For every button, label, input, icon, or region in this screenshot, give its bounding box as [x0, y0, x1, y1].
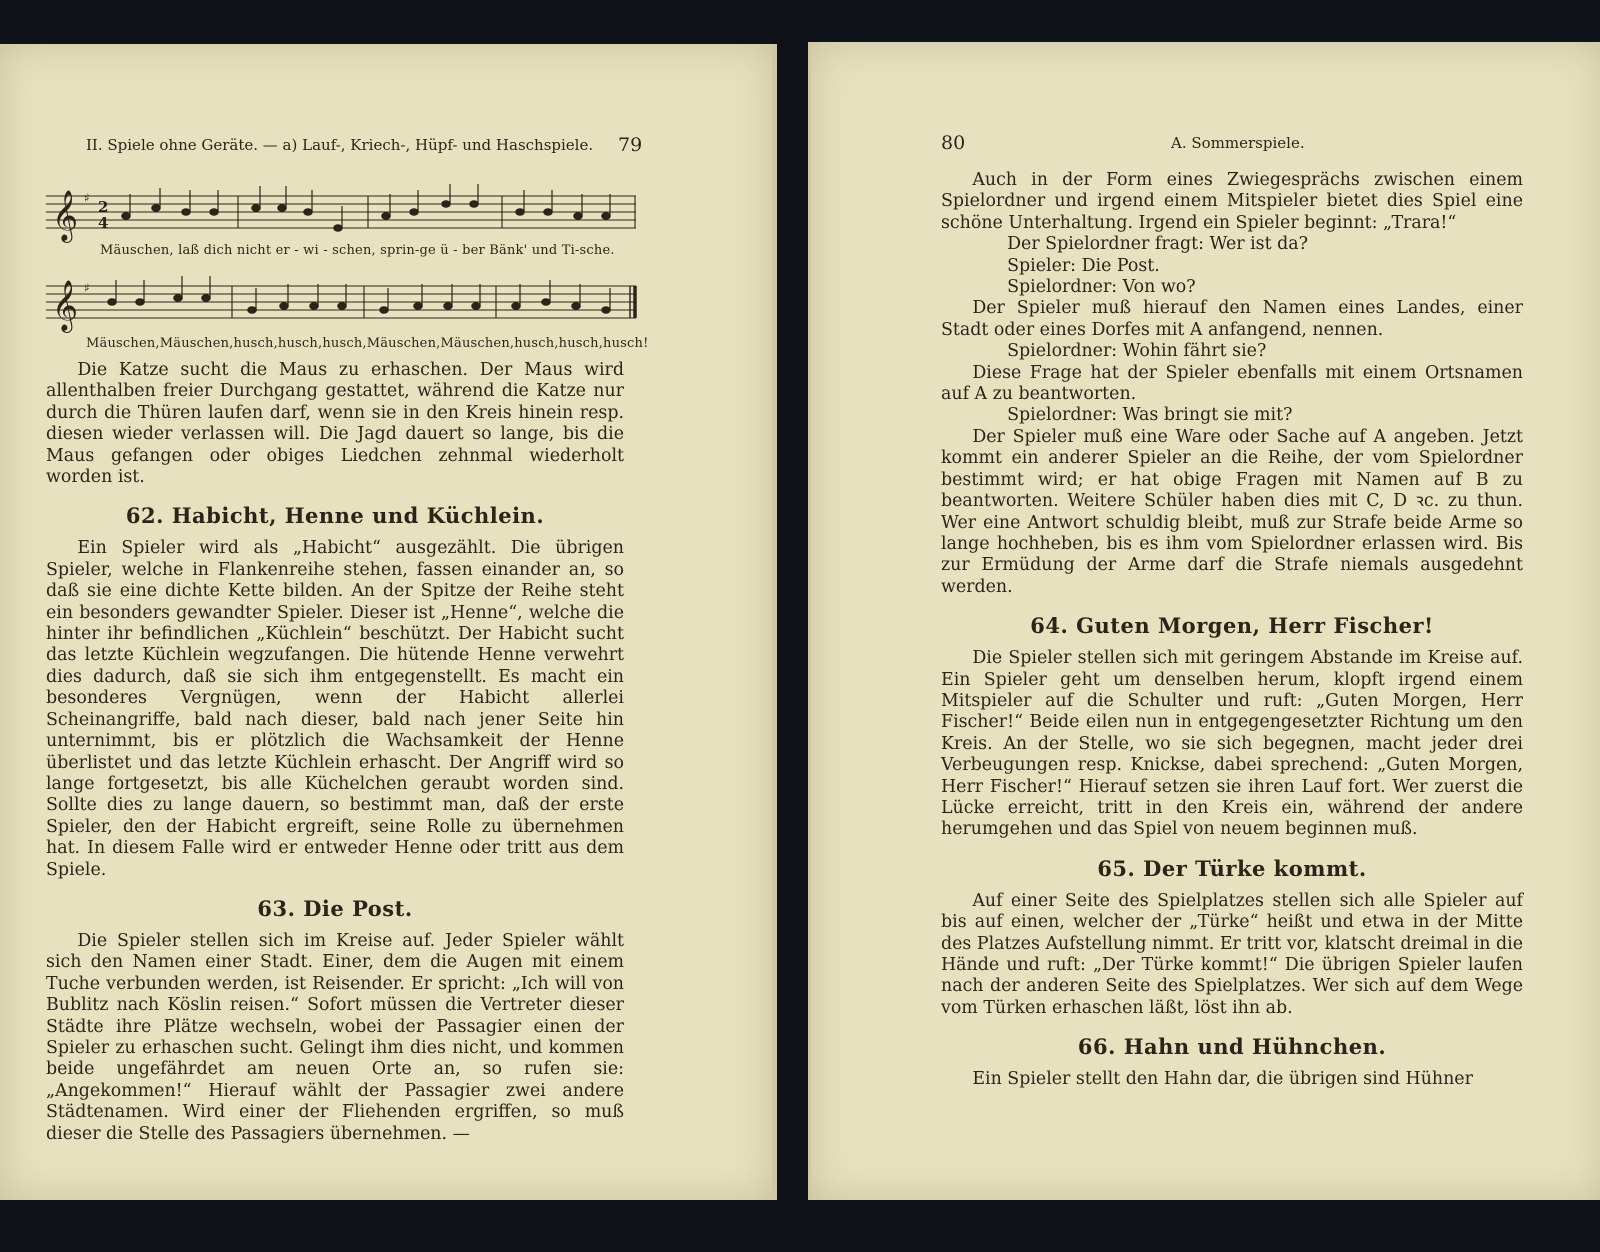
lyrics-line-2: Mäuschen,Mäuschen,husch,husch,husch,Mäuschen,Mäuschen,husch,husch,husch! — [86, 336, 649, 351]
section-66-text: Ein Spieler stellt den Hahn dar, die übrigen sind Hühner — [972, 1069, 1473, 1090]
dialog-line: Der Spielordner fragt: Wer ist da? — [1007, 234, 1308, 255]
lyrics-line-1: Mäuschen, laß dich nicht er - wi - schen, sprin-ge ü - ber Bänk' und Ti-sche. — [100, 243, 615, 258]
music-staff-2 — [46, 266, 640, 338]
left-page-body — [46, 360, 624, 1145]
dialog-line: Spielordner: Von wo? — [1007, 277, 1196, 298]
running-header-left: II. Spiele ohne Geräte. — a) Lauf-, Kriech-, Hüpf- und Haschspiele. — [86, 136, 594, 154]
section-65-title: 65. Der Türke kommt. — [1097, 855, 1367, 881]
right-book-page — [808, 42, 1600, 1200]
left-book-page — [0, 44, 777, 1200]
svg-text:♯: ♯ — [84, 191, 90, 205]
section-65-text: Auf einer Seite des Spielplatzes stellen sich alle Spieler auf bis auf einen, welcher der „Türke“ heißt und etwa in der Mitte des Platzes Aufstellung nimmt. Er tritt vor, klatscht dreimal in die Hände und ruft: „Der Türke kommt!“ Die übrigen Spieler laufen nach der anderen Seite des Spielplatzes. Wer sich auf dem Wege vom Türken erhaschen läßt, löst ihn ab. — [941, 890, 1523, 1018]
svg-text:𝄞: 𝄞 — [52, 280, 79, 331]
running-header-right: A. Sommerspiele. — [1171, 134, 1305, 152]
intro-paragraph: Die Katze sucht die Maus zu erhaschen. Der Maus wird allenthalben freier Durchgang gestattet, während die Katze nur durch die Thüren laufen darf, wenn sie in den Kreis hinein resp. diesen wieder verlassen will. Die Jagd dauert so lange, bis die Maus gefangen oder obiges Liedchen zehnmal wiederholt worden ist. — [46, 360, 624, 488]
section-63-text: Die Spieler stellen sich im Kreise auf. Jeder Spieler wählt sich den Namen einer Stadt. Einer, dem die Augen mit einem Tuche verbunden werden, ist Reisender. Er spricht: „Ich will von Bublitz nach Köslin reisen.“ Sofort müssen die Vertreter dieser Städte ihre Plätze wechseln, wobei der Passagier einen der Spieler zu erhaschen sucht. Gelingt ihm dies nicht, und kommen beide ungefährdet am neuen Orte an, so rufen sie: „Angekommen!“ Hierauf wählt der Passagier zwei andere Städtenamen. Wird einer der Fliehenden ergriffen, so muß dieser die Stelle des Passagiers übernehmen. — — [46, 930, 624, 1144]
right-page-body — [941, 170, 1523, 1091]
music-notation-2 — [46, 266, 640, 334]
continuation-paragraph: Der Spieler muß eine Ware oder Sache auf A angeben. Jetzt kommt ein anderer Spieler an die Reihe, der vom Spielordner bestimmt wird; er hat obige Fragen mit Namen auf B zu beantworten. Weitere Schüler haben dies mit C, D ꝛc. zu thun. Wer eine Antwort schuldig bleibt, muß zur Strafe beide Arme so lange hochheben, bis es ihm vom Spielordner erlassen wird. Bis zur Ermüdung der Arme darf die Strafe niemals ausgedehnt werden. — [941, 426, 1523, 597]
dialog-line: Spielordner: Was bringt sie mit? — [1007, 405, 1293, 426]
dialog-line: Spielordner: Wohin fährt sie? — [1007, 341, 1267, 362]
section-63-title: 63. Die Post. — [257, 895, 413, 921]
page-number-right: 80 — [941, 132, 966, 154]
dialog-line: Spieler: Die Post. — [1007, 255, 1160, 276]
svg-text:♯: ♯ — [84, 281, 90, 295]
svg-text:2: 2 — [98, 198, 109, 216]
continuation-paragraph: Der Spieler muß hierauf den Namen eines Landes, einer Stadt oder eines Dorfes mit A anfangend, nennen. — [941, 298, 1523, 340]
svg-text:𝄞: 𝄞 — [52, 190, 79, 241]
section-62-title: 62. Habicht, Henne und Küchlein. — [125, 503, 545, 529]
continuation-paragraph: Diese Frage hat der Spieler ebenfalls mit einem Ortsnamen auf A zu beantworten. — [941, 362, 1523, 405]
music-notation-1 — [46, 176, 640, 244]
section-64-title: 64. Guten Morgen, Herr Fischer! — [1030, 613, 1434, 639]
section-66-title: 66. Hahn und Hühnchen. — [1077, 1034, 1387, 1060]
svg-text:4: 4 — [98, 214, 109, 232]
continuation-paragraph: Auch in der Form eines Zwiegesprächs zwischen einem Spielordner und irgend einem Mitspieler bietet dies Spiel eine schöne Unterhaltung. Irgend ein Spieler beginnt: „Trara!“ — [941, 170, 1523, 233]
page-number-left: 79 — [618, 134, 643, 156]
section-64-text: Die Spieler stellen sich mit geringem Abstande im Kreise auf. Ein Spieler geht um denselben herum, klopft irgend einem Mitspieler auf die Schulter und ruft: „Guten Morgen, Herr Fischer!“ Beide eilen nun in entgegengesetzter Richtung um den Kreis. An der Stelle, wo sie sich begegnen, macht jeder drei Verbeugungen resp. Knickse, dabei sprechend: „Guten Morgen, Herr Fischer!“ Hierauf setzen sie ihren Lauf fort. Wer zuerst die Lücke erreicht, tritt in den Kreis ein, während der andere herumgehen und das Spiel von neuem beginnen muß. — [941, 648, 1523, 840]
section-62-text: Ein Spieler wird als „Habicht“ ausgezählt. Die übrigen Spieler, welche in Flankenreihe stehen, fassen einander an, so daß sie eine dichte Kette bilden. An der Spitze der Reihe steht ein besonders gewandter Spieler. Dieser ist „Henne“, welche die hinter ihr befindlichen „Küchlein“ beschützt. Der Habicht sucht das letzte Küchlein wegzufangen. Die hütende Henne verwehrt dies dadurch, daß sie sich ihm entgegenstellt. Es macht ein besonderes Vergnügen, wenn der Habicht allerlei Scheinangriffe, bald nach dieser, bald nach jener Seite hin unternimmt, bis er plötzlich die Wachsamkeit der Henne überlistet und das letzte Küchlein erhascht. Der Angriff wird so lange fortgesetzt, bis alle Küchelchen geraubt worden sind. Sollte dies zu lange dauern, so bestimmt man, daß der erste Spieler, den der Habicht ergreift, seine Rolle zu übernehmen hat. In diesem Falle wird er entweder Henne oder tritt aus dem Spiele. — [46, 538, 624, 880]
music-staff-1 — [46, 176, 640, 248]
